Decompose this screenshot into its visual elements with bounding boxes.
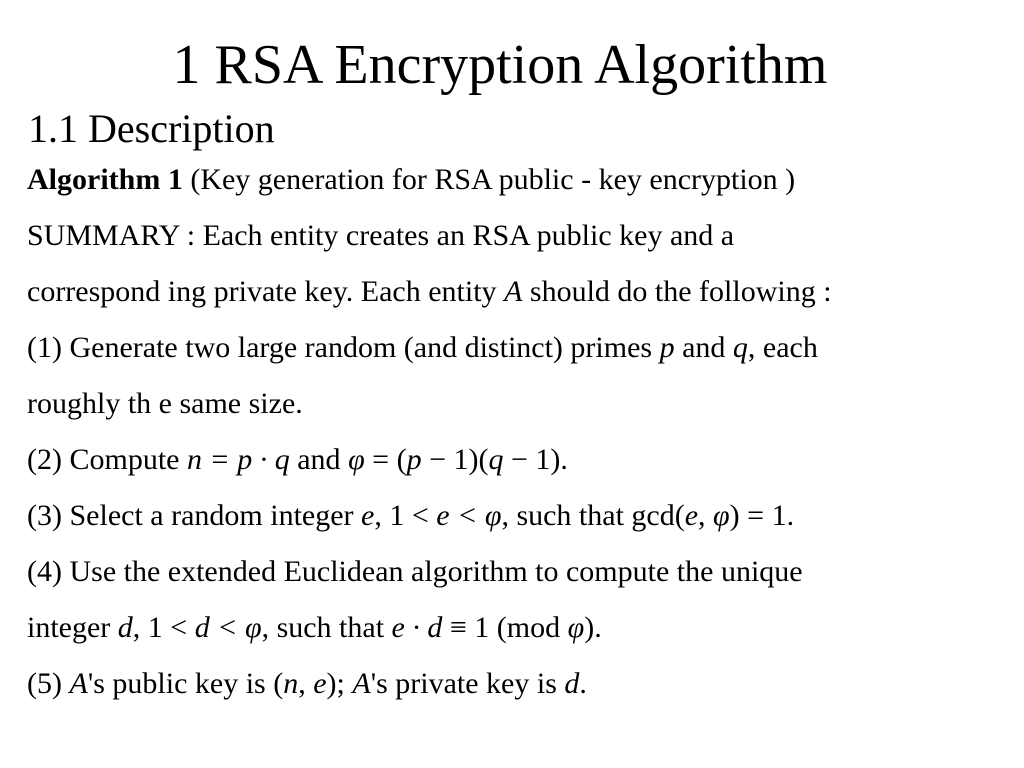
math-variable: e xyxy=(361,499,375,532)
text-segment: 's public key is ( xyxy=(87,667,284,700)
step-4-line: (4) Use the extended Euclidean algorithm to compute the unique xyxy=(27,555,803,588)
summary-line: SUMMARY : Each entity creates an RSA public key and a xyxy=(27,219,735,252)
section-heading: 1.1 Description xyxy=(28,106,275,151)
math-variable: A xyxy=(504,275,523,308)
text-segment: (3) Select a random integer xyxy=(27,499,362,532)
math-variable: A xyxy=(69,667,88,700)
step-5-line xyxy=(27,664,587,704)
math-expression: d < φ xyxy=(194,611,262,644)
text-segment: ). xyxy=(584,611,602,644)
math-variable: p xyxy=(406,443,422,476)
algorithm-label: Algorithm 1 xyxy=(27,163,183,196)
text-segment: ) = 1. xyxy=(729,499,795,532)
math-variable: φ xyxy=(348,443,365,476)
text-segment: = ( xyxy=(364,443,407,476)
text-segment: ≡ 1 (mod xyxy=(442,611,568,644)
text-segment: , such that gcd( xyxy=(501,499,685,532)
math-variable: A xyxy=(352,667,371,700)
text-segment: − 1)( xyxy=(421,443,489,476)
math-variable: φ xyxy=(713,499,730,532)
step-1-continued-line: roughly th e same size. xyxy=(27,387,303,420)
text-segment: , 1 < xyxy=(374,499,437,532)
text-segment: , xyxy=(698,499,714,532)
text-segment: , each xyxy=(747,331,818,364)
text-segment: (1) Generate two large random (and distinct) primes xyxy=(27,331,660,364)
text-segment: correspond ing private key. Each entity xyxy=(27,275,505,308)
algorithm-heading-line xyxy=(27,160,795,200)
text-segment: integer xyxy=(27,611,118,644)
text-segment: , such that xyxy=(261,611,392,644)
text-segment: . xyxy=(579,667,587,700)
math-variable: q xyxy=(488,443,504,476)
math-expression: e < φ xyxy=(436,499,502,532)
text-segment: − 1). xyxy=(503,443,568,476)
text-segment: , 1 < xyxy=(132,611,195,644)
text-segment: , xyxy=(298,667,314,700)
math-variable: d xyxy=(564,667,580,700)
page-title: 1 RSA Encryption Algorithm xyxy=(172,34,828,96)
text-segment: ); xyxy=(326,667,353,700)
math-expression: e · d xyxy=(391,611,443,644)
text-segment: 's private key is xyxy=(370,667,565,700)
step-2-line xyxy=(27,440,568,480)
math-expression: n = p · q xyxy=(186,443,290,476)
math-variable: d xyxy=(117,611,133,644)
math-variable: q xyxy=(732,331,748,364)
step-1-line xyxy=(27,328,818,368)
text-segment: and xyxy=(289,443,349,476)
step-3-line xyxy=(27,496,794,536)
math-variable: e xyxy=(684,499,699,532)
math-variable: n xyxy=(283,667,299,700)
algorithm-caption: (Key generation for RSA public - key encryption ) xyxy=(182,163,796,196)
summary-continued-line xyxy=(27,272,832,312)
math-variable: φ xyxy=(567,611,585,644)
text-segment: (5) xyxy=(27,667,70,700)
text-segment: should do the following : xyxy=(522,275,832,308)
text-segment: (2) Compute xyxy=(27,443,187,476)
text-segment: and xyxy=(674,331,733,364)
math-variable: e xyxy=(313,667,327,700)
step-4-continued-line xyxy=(27,608,602,648)
math-variable: p xyxy=(659,331,675,364)
